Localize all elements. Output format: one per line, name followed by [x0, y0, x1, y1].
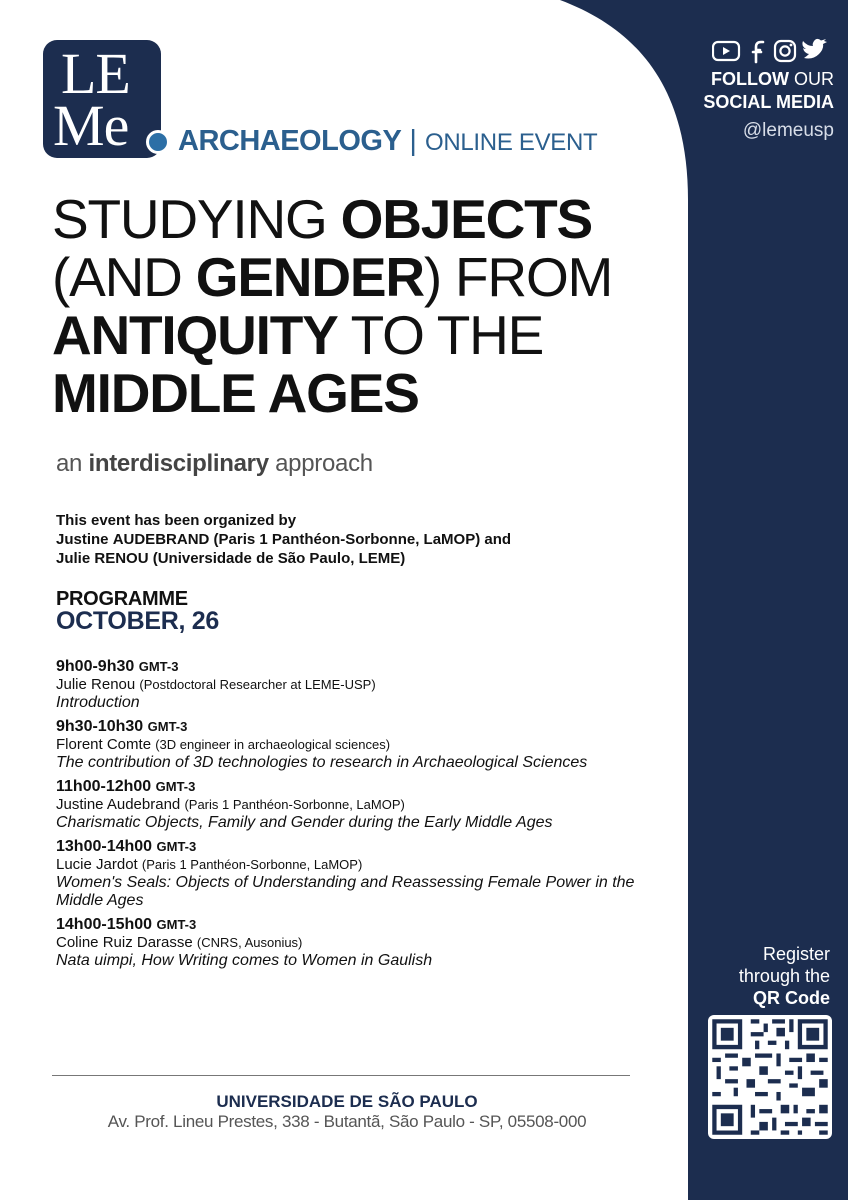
slot-talk-title: Introduction [56, 694, 140, 711]
subtitle-text: approach [268, 450, 373, 477]
schedule-slot [56, 717, 636, 772]
title-text: (AND [52, 246, 196, 308]
slot-time: 9h00-9h30 [56, 658, 135, 675]
slot-time: 11h00-12h00 [56, 778, 152, 795]
slot-speaker: Justine Audebrand [56, 796, 181, 813]
title-text: ) FROM [423, 246, 613, 308]
social-icons [712, 38, 832, 64]
slot-affiliation: (3D engineer in archaeological sciences) [155, 737, 391, 752]
logo-text-me: Me [53, 93, 129, 158]
slot-timezone: GMT-3 [156, 917, 197, 932]
slot-talk-title: The contribution of 3D technologies to research in Archaeological Sciences [56, 754, 588, 771]
register-line: through the [738, 966, 830, 986]
slot-time: 9h30-10h30 [56, 718, 144, 735]
schedule-slot [56, 837, 636, 910]
subtitle-text: an [56, 450, 89, 477]
slot-time: 13h00-14h00 [56, 838, 153, 855]
event-title [52, 190, 672, 422]
slot-talk-title: Nata uimpi, How Writing comes to Women in Gaulish [56, 952, 433, 969]
leme-logo [43, 40, 161, 158]
slot-time: 14h00-15h00 [56, 916, 153, 933]
register-qr-label: QR Code [752, 988, 830, 1008]
social-handle[interactable]: @lemeusp [742, 120, 834, 141]
title-emphasis: MIDDLE AGES [52, 362, 419, 424]
organizers-intro: This event has been organized by [56, 512, 297, 529]
slot-affiliation: (Postdoctoral Researcher at LEME-USP) [139, 677, 376, 692]
social-media-label: SOCIAL MEDIA [703, 92, 834, 112]
slot-talk-title: Charismatic Objects, Family and Gender during the Early Middle Ages [56, 814, 553, 831]
registration-qr-code[interactable] [708, 1015, 832, 1139]
instagram-icon[interactable] [775, 41, 795, 61]
slot-speaker: Julie Renou [56, 676, 136, 693]
programme-date: OCTOBER, 26 [56, 607, 219, 635]
twitter-icon[interactable] [802, 39, 827, 59]
register-line: Register [762, 944, 830, 964]
event-format: ONLINE EVENT [424, 129, 598, 156]
slot-affiliation: (Paris 1 Panthéon-Sorbonne, LaMOP) [141, 857, 363, 872]
event-type [178, 124, 597, 160]
schedule-slot [56, 915, 636, 970]
slot-affiliation: (CNRS, Ausonius) [196, 935, 303, 950]
organizers-block [56, 511, 616, 568]
event-separator: | [409, 125, 417, 157]
slot-speaker: Lucie Jardot [56, 856, 138, 873]
organizer-surname: RENOU [94, 550, 149, 567]
title-emphasis: GENDER [195, 246, 424, 308]
schedule-slot [56, 777, 636, 832]
slot-talk-title: Women's Seals: Objects of Understanding and Reassessing Female Power in the Middle Ages [56, 874, 635, 909]
register-text [700, 943, 830, 1009]
organizer-surname: AUDEBRAND [112, 531, 210, 548]
slot-timezone: GMT-3 [138, 659, 179, 674]
facebook-icon[interactable] [753, 42, 763, 62]
organizer-affiliation: (Paris 1 Panthéon-Sorbonne, LaMOP) and [209, 531, 512, 548]
title-text: STUDYING [52, 188, 341, 250]
programme-label: PROGRAMME [56, 588, 188, 610]
title-text: TO THE [337, 304, 544, 366]
subtitle-emphasis: interdisciplinary [88, 450, 269, 477]
slot-affiliation: (Paris 1 Panthéon-Sorbonne, LaMOP) [184, 797, 405, 812]
organizer-renou [56, 549, 616, 568]
footer-divider [52, 1075, 630, 1076]
slot-timezone: GMT-3 [147, 719, 188, 734]
follow-label: FOLLOW [711, 69, 789, 89]
slot-timezone: GMT-3 [155, 779, 196, 794]
slot-timezone: GMT-3 [156, 839, 197, 854]
organizer-affiliation: (Universidade de São Paulo, LEME) [148, 550, 406, 567]
schedule-slot [56, 657, 636, 712]
organizer-audebrand [56, 530, 616, 549]
organizer-first-name: Justine [56, 531, 113, 548]
follow-label-thin: OUR [789, 69, 834, 89]
follow-social-text [672, 68, 834, 114]
logo-dot [146, 130, 170, 154]
title-emphasis: ANTIQUITY [52, 304, 338, 366]
organizer-first-name: Julie [56, 550, 95, 567]
slot-speaker: Florent Comte [56, 736, 152, 753]
schedule-list [56, 657, 636, 975]
event-subtitle [56, 450, 373, 478]
event-category: ARCHAEOLOGY [178, 125, 402, 157]
youtube-icon[interactable] [713, 42, 739, 60]
slot-speaker: Coline Ruiz Darasse [56, 934, 193, 951]
logo-text-le: LE [61, 41, 130, 106]
title-emphasis: OBJECTS [340, 188, 593, 250]
university-address: Av. Prof. Lineu Prestes, 338 - Butantã, São Paulo - SP, 05508-000 [107, 1112, 587, 1131]
university-name: UNIVERSIDADE DE SÃO PAULO [216, 1092, 478, 1111]
qr-code-graphic [708, 1015, 832, 1139]
